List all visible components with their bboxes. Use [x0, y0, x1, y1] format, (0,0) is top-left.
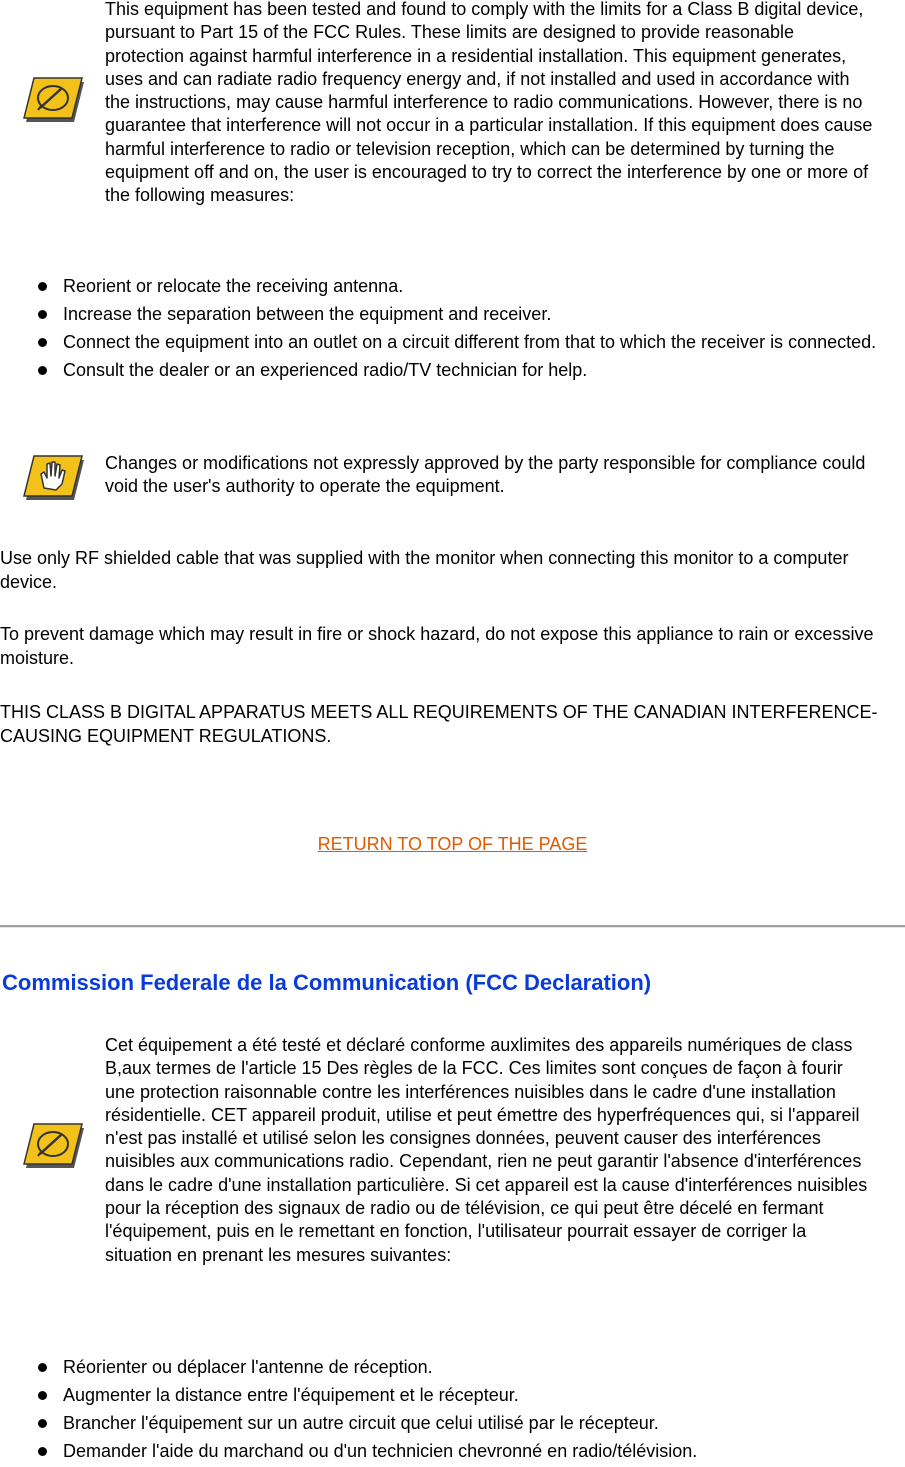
note-pencil-icon — [10, 72, 86, 124]
canadian-note: THIS CLASS B DIGITAL APPARATUS MEETS ALL REQUIREMENTS OF THE CANADIAN INTERFERENCE-CAUSING EQUIPMENT REGULATIONS. — [0, 702, 878, 746]
section-divider — [0, 925, 905, 928]
list-item: Consult the dealer or an experienced radio/TV technician for help. — [0, 358, 905, 382]
list-item: Brancher l'équipement sur un autre circuit que celui utilisé par le récepteur. — [0, 1411, 905, 1435]
list-item: Reorient or relocate the receiving antenna. — [0, 274, 905, 298]
return-to-top-link[interactable]: RETURN TO TOP OF THE PAGE — [317, 834, 588, 854]
fcc-en-warning-text: Changes or modifications not expressly approved by the party responsible for compliance could void the user's authority to operate the equipment. — [105, 453, 866, 497]
list-item: Réorienter ou déplacer l'antenne de réception. — [0, 1355, 905, 1379]
fcc-fr-measures-list — [0, 1355, 905, 1467]
cable-note: Use only RF shielded cable that was supplied with the monitor when connecting this monitor to a computer device. — [0, 548, 849, 592]
stop-hand-icon — [10, 450, 86, 502]
list-item: Demander l'aide du marchand ou d'un technicien chevronné en radio/télévision. — [0, 1439, 905, 1463]
fcc-en-measures-list — [0, 274, 905, 386]
note-pencil-icon — [10, 1118, 86, 1170]
fcc-fr-intro: Cet équipement a été testé et déclaré conforme auxlimites des appareils numériques de class B,aux termes de l'article 15 Des règles de la FCC. Ces limites sont conçues de façon à fourir une protection raisonnable contre les interférences nuisibles dans le cadre d'une installation résidentielle. CET appareil produit, utilise et peut émettre des hyperfréquences qui, si l'appareil n'est pas installé et utilisé selon les consignes données, peuvent causer des interférences nuisibles aux communications radio. Cependant, rien ne peut garantir l'absence d'interférences dans le cadre d'une installation particulière. Si cet appareil est la cause d'interférences nuisibles pour la réception des signaux de radio ou de télévision, ce qui peut être décelé en fermant l'équipement, puis en le remettant en fonction, l'utilisateur pourrait essayer de corriger la situation en prenant les mesures suivantes: — [105, 1035, 868, 1265]
moisture-note: To prevent damage which may result in fire or shock hazard, do not expose this appliance to rain or excessive moisture. — [0, 624, 874, 668]
list-item: Increase the separation between the equipment and receiver. — [0, 302, 905, 326]
fcc-fr-heading: Commission Federale de la Communication (FCC Declaration) — [2, 970, 652, 995]
list-item: Augmenter la distance entre l'équipement et le récepteur. — [0, 1383, 905, 1407]
list-item: Connect the equipment into an outlet on a circuit different from that to which the receiver is connected. — [0, 330, 905, 354]
fcc-en-intro: This equipment has been tested and found to comply with the limits for a Class B digital device, pursuant to Part 15 of the FCC Rules. These limits are designed to provide reasonable protection against harmful interference in a residential installation. This equipment generates, uses and can radiate radio frequency energy and, if not installed and used in accordance with the instructions, may cause harmful interference to radio communications. However, there is no guarantee that interference will not occur in a particular installation. If this equipment does cause harmful interference to radio or television reception, which can be determined by turning the equipment off and on, the user is encouraged to try to correct the interference by one or more of the following measures: — [105, 0, 873, 206]
